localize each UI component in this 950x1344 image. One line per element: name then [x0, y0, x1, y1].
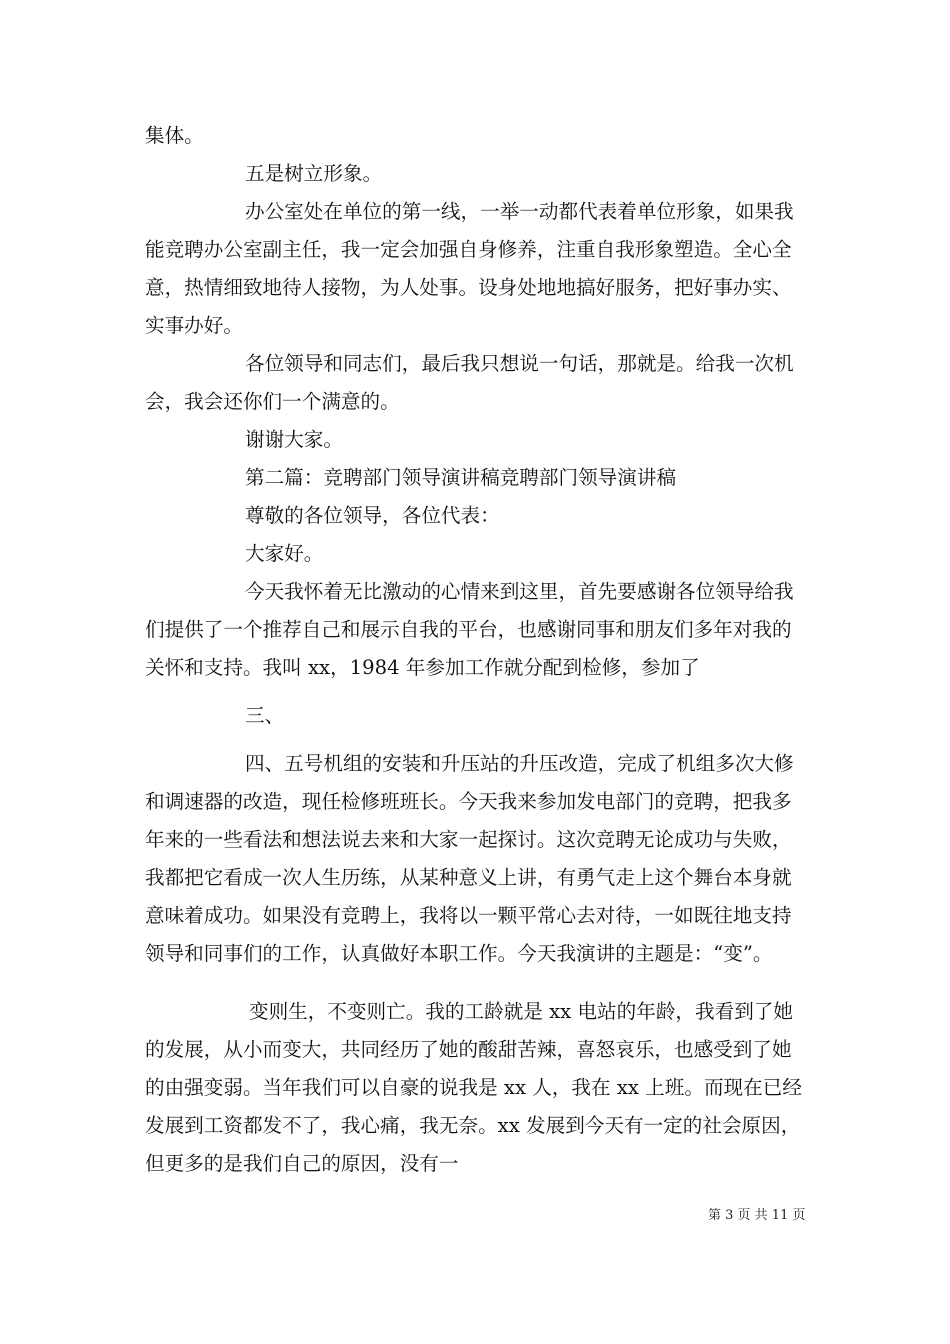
document-body — [145, 117, 810, 1183]
paragraph-4: 各位领导和同志们，最后我只想说一句话，那就是。给我一次机会，我会还你们一个满意的。 — [145, 352, 794, 413]
greeting: 大家好。 — [245, 542, 324, 565]
paragraph-12: 变则生，不变则亡。我的工龄就是 xx 电站的年龄，我看到了她的发展，从小而变大，共同经历了她的酸甜苦辣，喜怒哀乐，也感受到了她的由强变弱。当年我们可以自豪的说我是 xx 人，我在 xx 上班。而现在已经发展到工资都发不了，我心痛，我无奈。xx 发展到今天有一定的社会原因，但更多的是我们自己的原因，没有一 — [145, 1000, 802, 1175]
paragraph-10: 三、 — [245, 704, 285, 727]
paragraph-2: 五是树立形象。 — [245, 162, 383, 185]
paragraph-9: 今天我怀着无比激动的心情来到这里，首先要感谢各位领导给我们提供了一个推荐自己和展示自我的平台，也感谢同事和朋友们多年对我的关怀和支持。我叫 xx，1984 年参加工作就分配到检修，参加了 — [145, 580, 794, 679]
paragraph-1: 集体。 — [145, 124, 204, 147]
paragraph-5: 谢谢大家。 — [245, 428, 343, 451]
page-number: 第 3 页 共 11 页 — [708, 1208, 806, 1223]
section-heading: 第二篇：竞聘部门领导演讲稿竞聘部门领导演讲稿 — [245, 466, 677, 489]
paragraph-11: 四、五号机组的安装和升压站的升压改造，完成了机组多次大修和调速器的改造，现任检修班班长。今天我来参加发电部门的竞聘，把我多年来的一些看法和想法说去来和大家一起探讨。这次竞聘无论成功与失败，我都把它看成一次人生历练，从某种意义上讲，有勇气走上这个舞台本身就意味着成功。如果没有竞聘上，我将以一颗平常心去对待，一如既往地支持领导和同事们的工作，认真做好本职工作。今天我演讲的主题是：“变”。 — [145, 752, 794, 965]
salutation: 尊敬的各位领导，各位代表： — [245, 504, 500, 527]
paragraph-3: 办公室处在单位的第一线，一举一动都代表着单位形象，如果我能竞聘办公室副主任，我一定会加强自身修养，注重自我形象塑造。全心全意，热情细致地待人接物，为人处事。设身处地地搞好服务，把好事办实、实事办好。 — [145, 200, 794, 337]
